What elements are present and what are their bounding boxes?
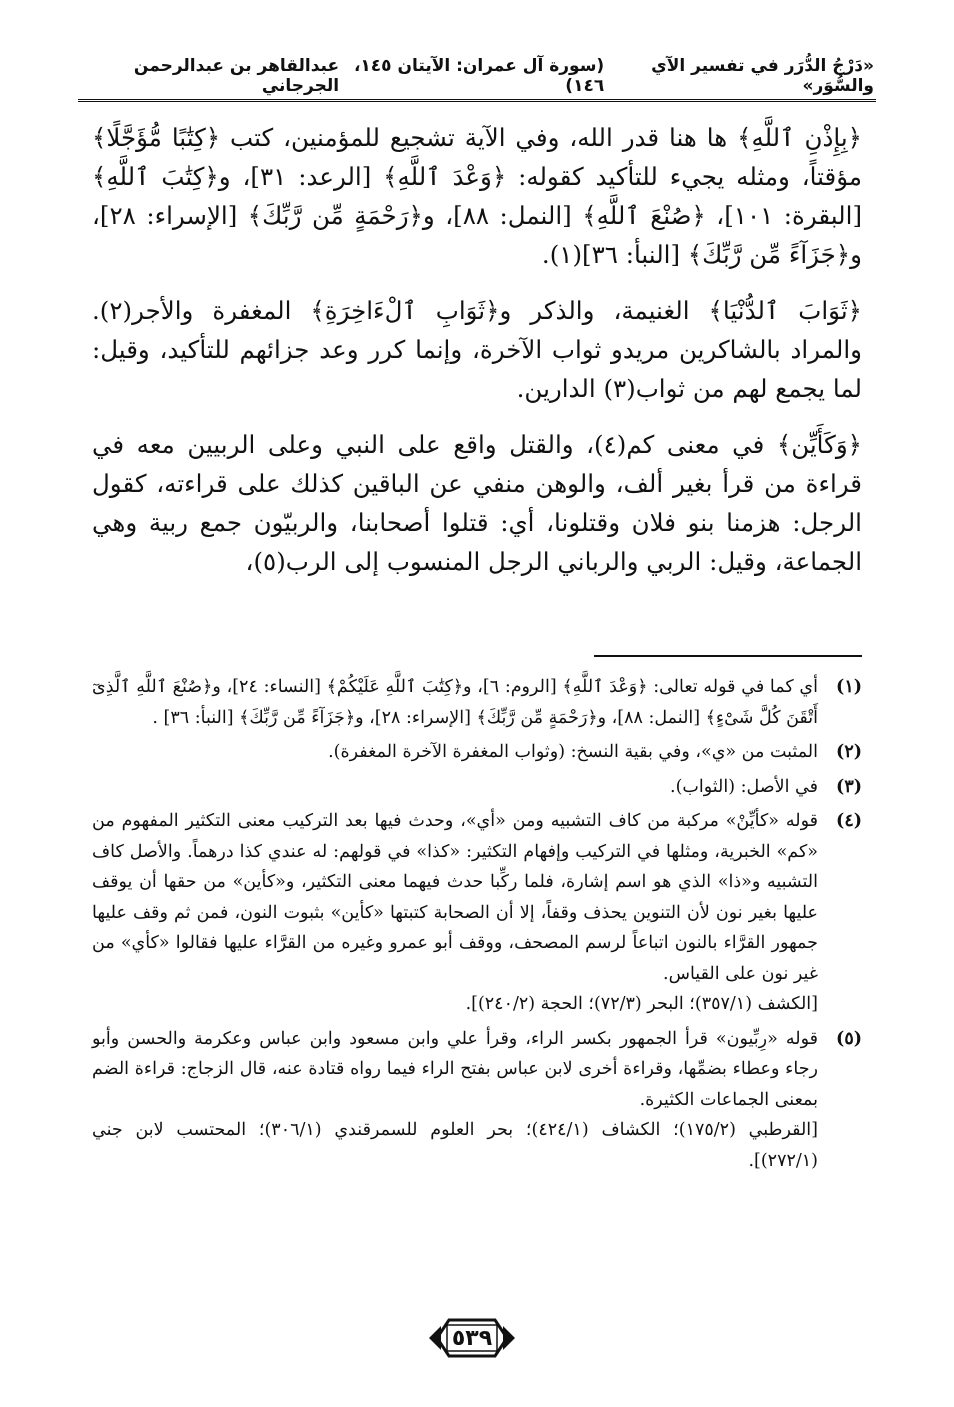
header-author: عبدالقاهر بن عبدالرحمن الجرجاني (133, 56, 340, 96)
footnote-text: قوله «رِبِّيون» قرأ الجمهور بكسر الراء، وقرأ علي وابن مسعود وابن عباس وعكرمة والحسن وأبو رجاء وعطاء بضمِّها، وقراءة أخرى لابن عباس بفتح الراء فيما رواه قتادة عنه، قال الزجاج: قراءة الضم بمعنى الجماعات الكثيرة. (92, 1028, 818, 1110)
header-surah-ref: (سورة آل عمران: الآيتان ١٤٥، ١٤٦) (353, 56, 605, 96)
footnote-text: المثبت من «ي»، وفي بقية النسخ: (وثواب المغفرة الآخرة المغفرة). (328, 742, 818, 762)
footnote-5 (92, 1024, 862, 1177)
footnote-references: [الكشف (٣٥٧/١)؛ البحر (٧٢/٣)؛ الحجة (٢٤٠/٢)]. (465, 994, 818, 1014)
footnote-number: (١) (836, 677, 862, 697)
running-header (80, 56, 874, 96)
page-number: ٥٣٩ (451, 1325, 493, 1351)
footnote-2 (92, 737, 862, 768)
footnote-references: [القرطبي (١٧٥/٢)؛ الكشاف (٤٢٤/١)؛ بحر العلوم للسمرقندي (٣٠٦/١)؛ المحتسب لابن جني (٢٧٢/١)]. (92, 1120, 818, 1171)
page-number-ornament (427, 1316, 517, 1360)
main-text (92, 118, 862, 598)
footnotes (92, 672, 862, 1180)
footnote-text: أي كما في قوله تعالى: ﴿وَعْدَ ٱللَّهِ﴾ [الروم: ٦]، و﴿كِتَٰبَ ٱللَّهِ عَلَيْكُمْ﴾ [النساء: ٢٤]، و﴿صُنْعَ ٱللَّهِ ٱلَّذِىٓ أَتْقَنَ كُلَّ شَىْءٍ﴾ [النمل: ٨٨]، و﴿رَحْمَةٍ مِّن رَّبِّكَ﴾ [الإسراء: ٢٨]، و﴿جَزَآءً مِّن رَّبِّكَ﴾ [النبأ: ٣٦] . (92, 677, 818, 728)
footnote-number: (٥) (836, 1028, 862, 1049)
footnote-4 (92, 806, 862, 1020)
footnote-number: (٣) (836, 776, 862, 797)
footnote-1 (92, 672, 862, 733)
footnote-number: (٤) (836, 811, 862, 831)
paragraph-3: ﴿وَكَأَيِّن﴾ في معنى كم(٤)، والقتل واقع على النبي وعلى الربيين معه في قراءة من قرأ بغير ألف، والوهن منفي عن الباقين كذلك على قراءته، كقول الرجل: هزمنا بنو فلان وقتلونا، أي: قتلوا أصحابنا، والربيّون جمع ربية وهي الجماعة، وقيل: الربي والرباني الرجل المنسوب إلى الرب(٥)، (92, 430, 863, 576)
footnote-3 (92, 772, 862, 803)
paragraph-2: ﴿ثَوَابَ ٱلدُّنْيَا﴾ الغنيمة، والذكر و﴿ثَوَابِ ٱلْءَاخِرَةِ﴾ المغفرة والأجر(٢). والمراد بالشاكرين مريدو ثواب الآخرة، وإنما كرر وعد جزائهم للتأكيد، وقيل: لما يجمع لهم من ثواب(٣) الدارين. (92, 296, 862, 403)
footnote-text: في الأصل: (الثواب). (670, 776, 818, 797)
header-book-title: «دَرْجُ الدُّرَر في تفسير الآي والسُّوَر» (651, 56, 874, 96)
header-divider (78, 99, 876, 102)
footnote-number: (٢) (836, 742, 862, 762)
footnote-divider (594, 655, 862, 657)
paragraph-1: ﴿بِإِذْنِ ٱللَّهِ﴾ ها هنا قدر الله، وفي الآية تشجيع للمؤمنين، كتب ﴿كِتَٰبًا مُّؤَجَّلًا﴾ مؤقتاً، ومثله يجيء للتأكيد كقوله: ﴿وَعْدَ ٱللَّهِ﴾ [الرعد: ٣١]، و﴿كِتَٰبَ ٱللَّهِ﴾ [البقرة: ١٠١]، ﴿صُنْعَ ٱللَّهِ﴾ [النمل: ٨٨]، و﴿رَحْمَةٍ مِّن رَّبِّكَ﴾ [الإسراء: ٢٨]، و﴿جَزَآءً مِّن رَّبِّكَ﴾ [النبأ: ٣٦](١). (92, 123, 863, 269)
footnote-text: قوله «كأيِّنْ» مركبة من كاف التشبيه ومن «أي»، وحدث فيها بعد التركيب معنى التكثير المفهوم من «كم» الخبرية، ومثلها في التركيب وإفهام التكثير: «كذا» في قولهم: له عندي كذا درهماً. والأصل كاف التشبيه و«ذا» الذي هو اسم إشارة، فلما ركِّبا حدث فيهما معنى التكثير، و«كأين» من حقها أن يوقف عليها بغير نون لأن التنوين يحذف وقفاً، إلا أن الصحابة كتبتها «كأين» بثبوت النون، فمن ثم وقف عليها جمهور القرَّاء بالنون اتباعاً لرسم المصحف، ووقف أبو عمرو وغيره من القرَّاء عليها فقالوا «كأي» من غير نون على القياس. (92, 811, 818, 984)
